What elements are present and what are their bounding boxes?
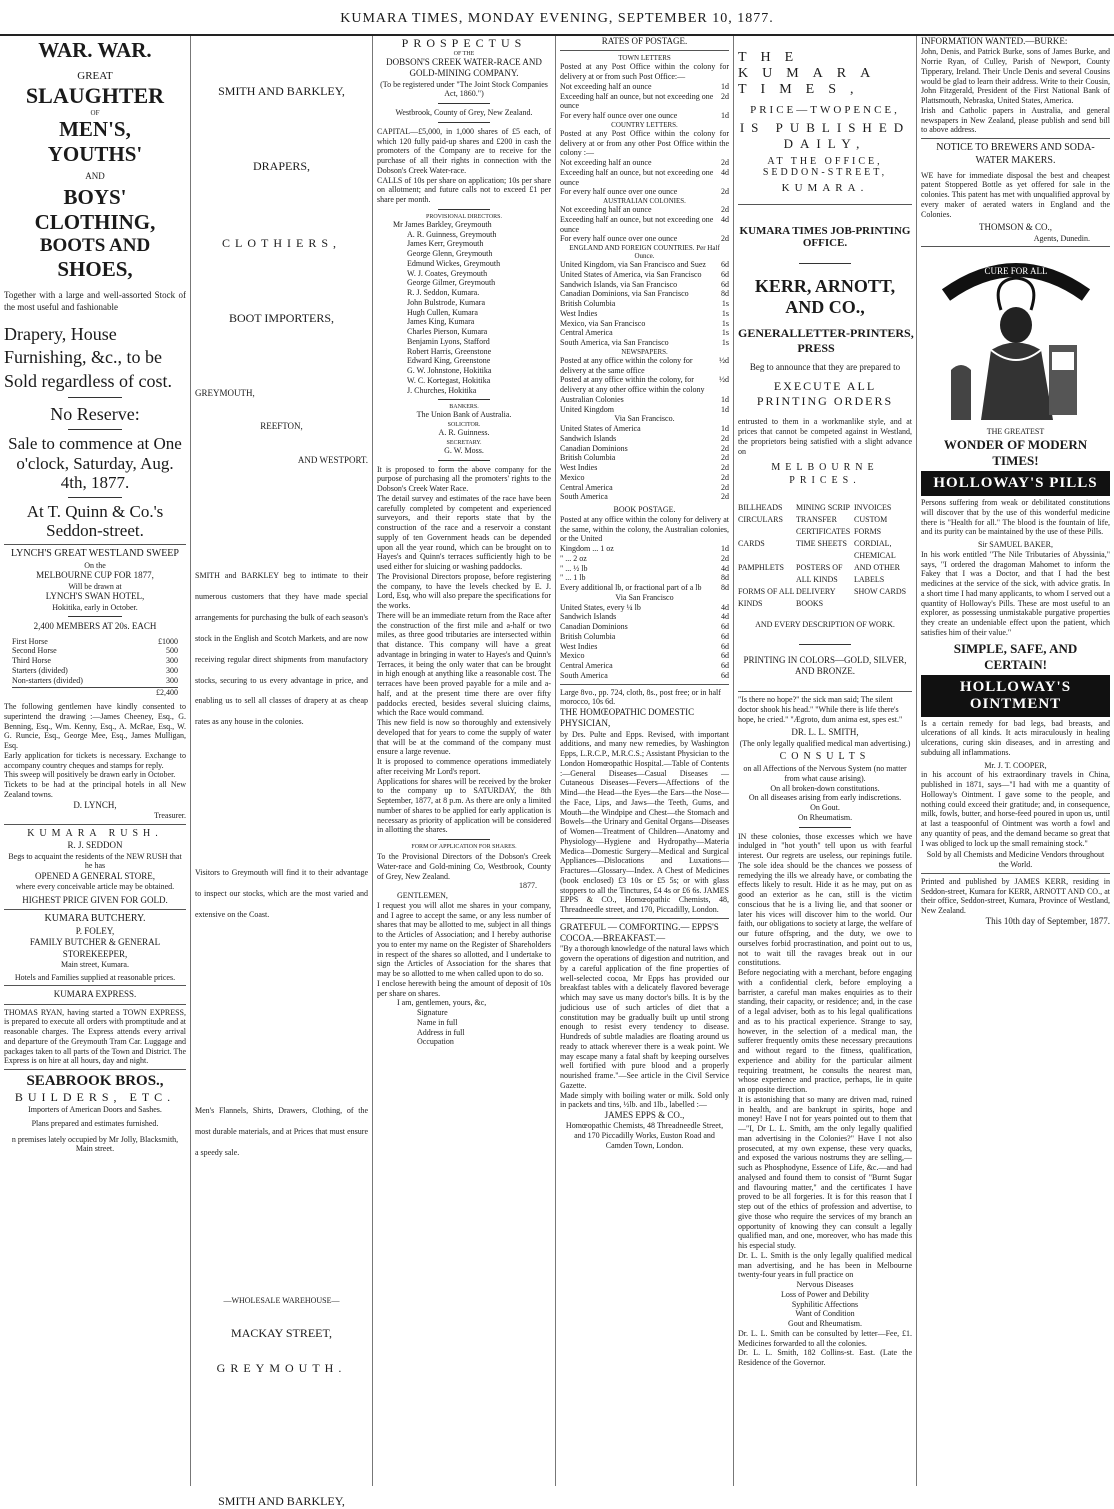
baker-name: Sir SAMUEL BAKER, xyxy=(977,540,1054,550)
members-text: 2,400 MEMBERS AT 20s. EACH xyxy=(33,621,157,632)
greymouth-text: GREYMOUTH, xyxy=(195,388,255,398)
rate-row: British Columbia 2d xyxy=(560,453,729,463)
kt-published: IS PUBLISHED DAILY, xyxy=(739,120,911,151)
divider xyxy=(68,616,123,617)
form-field: Address in full xyxy=(417,1027,465,1037)
greatest-text: THE GREATEST xyxy=(986,427,1045,437)
of-text: OF xyxy=(90,109,100,118)
australian-heading: AUSTRALIAN COLONIES. xyxy=(603,197,686,205)
boot-importers-text: BOOT IMPORTERS, xyxy=(228,311,335,325)
rate-row: Mexico, via San Francisco 1s xyxy=(560,318,729,328)
rate-row: Central America 6d xyxy=(560,661,729,670)
rate-row: Sandwich Islands 2d xyxy=(560,433,729,443)
directors-heading: PROVISIONAL DIRECTORS. xyxy=(425,213,502,220)
rate-row: Central America 2d xyxy=(560,482,729,492)
divider xyxy=(799,263,851,264)
divider xyxy=(438,399,490,400)
prospectus-body: The detail survey and estimates of the race have been carefully completed by competent and experienced surveyors, and their reports state that by the construction of the race and a reservoir a constant supply of ten Government heads can be depended upon all the year round, which can be brought on to Hayes's and Quinn's terraces sufficiently high to be used either for sluicing or washing paddocks. xyxy=(377,493,551,571)
town-body: Posted at any Post Office within the colony for delivery at or from such Post Office:— xyxy=(560,62,729,81)
and-text: AND xyxy=(85,171,105,182)
directors-list xyxy=(377,220,551,396)
lynch-on: On the xyxy=(84,560,106,570)
job-item: INVOICES xyxy=(854,502,892,512)
lynch-title: LYNCH'S GREAT WESTLAND SWEEP xyxy=(11,547,179,559)
rush-title: KUMARA RUSH. xyxy=(27,827,163,839)
divider xyxy=(4,544,186,545)
director: A. R. Guinness, Greymouth xyxy=(407,229,497,239)
rate-row: Sandwich Islands, via San Francisco 6d xyxy=(560,279,729,289)
job-heading: KUMARA TIMES JOB-PRINTING OFFICE. xyxy=(739,225,911,249)
divider xyxy=(799,827,851,828)
england-heading: ENGLAND AND FOREIGN COUNTRIES. Per Half Ounce. xyxy=(569,244,720,260)
rate-row: Sandwich Islands 4d xyxy=(560,612,729,622)
postage-title: RATES OF POSTAGE. xyxy=(601,36,688,46)
rate-row: West Indies 6d xyxy=(560,641,729,651)
info-title: INFORMATION WANTED.—BURKE: xyxy=(921,36,1068,46)
divider xyxy=(68,397,123,398)
divider xyxy=(4,824,186,825)
rate-row: South America 6d xyxy=(560,670,729,680)
divider xyxy=(68,429,123,430)
simple-heading: SIMPLE, SAFE, AND CERTAIN! xyxy=(953,640,1078,672)
info-body: John, Denis, and Patrick Burke, sons of James Burke, and Norrie Ryan, of Culley, Parish of Newport, County Tipperary, Ireland. Their Uncle Denis and several Cousins would be glad to learn their address. Write to their Cousin, John Fitzgerald, President of the First National Bank of Plattsmouth, Nebraska, United States, America. xyxy=(921,47,1110,105)
job-item: CIRCULARS xyxy=(738,514,783,524)
divider xyxy=(4,1069,186,1070)
form-sign: I am, gentlemen, yours, &c, xyxy=(397,998,487,1008)
visitors-text: Visitors to Greymouth will find it to their advantage to inspect our stocks, which are the most varied and extensive on the Coast. xyxy=(195,868,368,920)
job-item: CORDIAL, CHEMICAL xyxy=(854,538,896,560)
great-text: GREAT xyxy=(77,70,113,82)
rush-name: R. J. SEDDON xyxy=(67,840,123,851)
homeo-title: THE HOMŒOPATHIC DOMESTIC PHYSICIAN, xyxy=(560,707,695,729)
homeo-price: Large 8vo., pp. 724, cloth, 8s., post free; or in half morocco, 10s 6d. xyxy=(560,687,721,707)
prospectus-body: There will be an immediate return from the Race after the construction of the first mile and a-half or two miles, as three good tributaries are intersected within that distance. This company will have a great advantage in bringing in water to Hayes's and Quinn's Terraces, it being the only water that can be brought in high enough at anything like a reasonable cost. The terraces have been proved payable for a mile and a-half, and at the present time there are over fifty paddocks erected, besides several sluicing claims, which the Race would command. xyxy=(377,610,551,718)
together-text: Together with a large and well-assorted Stock of the most useful and fashionable xyxy=(4,290,186,312)
seabrook-trade: BUILDERS, ETC. xyxy=(14,1090,176,1105)
newspapers-heading: NEWSPAPERS. xyxy=(621,347,668,356)
warehouse-text: —WHOLESALE WAREHOUSE— xyxy=(223,1296,340,1306)
job-item: PAMPHLETS xyxy=(738,562,784,572)
cocoa-body: "By a thorough knowledge of the natural laws which govern the operations of digestion and nutrition, and by a careful application of the fine properties of well-selected cocoa, Mr Epps has provided our breakfast tables with a delicately flavored beverage which may save us many doctor's bills. It is by the judicious use of such articles of diet that a constitution may be gradually built up until strong enough to resist every tendency to disease. Hundreds of subtle maladies are floating around us ready to attack wherever there is a weak point. We may escape many a fatal shaft by keeping ourselves well fortified with pure blood and a properly nourished frame."—See article in the Civil Service Gazette. xyxy=(560,944,730,1090)
job-item: BILLHEADS xyxy=(738,502,783,512)
drapery-text: Drapery, House Furnishing, &c., to be Sold regardless of cost. xyxy=(4,323,172,391)
notice-title: NOTICE TO BREWERS AND SODA-WATER MAKERS. xyxy=(936,142,1095,166)
prospectus-body: It is proposed to form the above company for the purpose of purchasing all the promoters' rights to the Dobson's Creek Water Race. xyxy=(377,464,551,493)
cocoa-firm: JAMES EPPS & CO., xyxy=(604,1110,685,1120)
baker-body: In his work entitled "The Nile Tributaries of Abyssinia," says, "I ordered the dragoman Mahomet to inform the Fakey that I was a Doctor, and that I had the best medicines at the service of the sick, with advice gratis. In a short time I had many applicants, to whom I served out a quantity of Holloway's Pills. These are most useful to an explorer, as possessing unmistakable purgative properties they create an undeniable effect upon the patient, which satisfies him of their value." xyxy=(921,549,1110,637)
kt-price: PRICE—TWOPENCE, xyxy=(750,104,900,116)
rate-row: Canadian Dominions 6d xyxy=(560,622,729,631)
rate-row: Mexico 6d xyxy=(560,651,729,661)
director: Benjamin Lyons, Stafford xyxy=(407,336,490,346)
divider xyxy=(438,460,490,461)
printed-text: Printed and published by JAMES KERR, residing in Seddon-street, Kumara for KERR, ARNOTT AND CO., at their office, Seddon-street, Kumara, Province of Westland, New Zealand. xyxy=(921,876,1110,916)
director: G. W. Johnstone, Hokitika xyxy=(407,366,492,375)
doctor-body: Dr. L. L. Smith is the only legally qualified medical man advertising, and he has been in Melbourne twenty-four years in full practice on xyxy=(738,1250,912,1280)
column-3 xyxy=(372,36,555,1486)
youths-heading: YOUTHS' xyxy=(47,142,143,167)
seabrook-plans: Plans prepared and estimates furnished. xyxy=(31,1118,159,1128)
rate-row: Exceeding half an ounce, but not exceeding one ounce 2d xyxy=(560,91,729,111)
bankers-text: The Union Bank of Australia. xyxy=(416,410,512,420)
divider xyxy=(560,918,729,919)
cocoa-made: Made simply with boiling water or milk. Sold only in packets and tins, ½lb. and 1lb., labelled :— xyxy=(560,1090,729,1110)
no-reserve: No Reserve: xyxy=(50,403,140,424)
every-description: AND EVERY DESCRIPTION OF WORK. xyxy=(755,619,895,629)
column-5 xyxy=(733,36,916,1486)
lynch-tickets: Tickets to be had at the principal hotels in all New Zealand towns. xyxy=(4,780,186,799)
express-title: KUMARA EXPRESS. xyxy=(53,989,137,1000)
book-body: Posted at any office within the colony for delivery at the same, within the colony, the Australian colonies, or the United xyxy=(560,514,729,544)
melbourne-prices: MELBOURNE PRICES. xyxy=(771,462,879,487)
flannels-text: Men's Flannels, Shirts, Drawers, Clothing, of the most durable materials, and at Prices that must ensure a speedy sale. xyxy=(195,1106,368,1158)
rush-where: where every conceivable article may be obtained. xyxy=(15,882,175,892)
prize-row: Starters (divided) 300 xyxy=(12,665,178,675)
rate-row: For every half ounce over one ounce 2d xyxy=(560,187,729,197)
firm-name-bottom: SMITH AND BARKLEY, xyxy=(218,1493,345,1508)
prize-row: Second Horse 500 xyxy=(12,646,178,656)
cooper-name: Mr. J. T. COOPER, xyxy=(984,760,1047,770)
job-item: CARDS xyxy=(738,538,765,548)
rate-row: West Indies 1s xyxy=(560,308,729,318)
cocoa-title: GRATEFUL — COMFORTING.— EPPS'S COCOA.—BREAKFAST.— xyxy=(560,921,719,943)
rate-row: United States, every ¼ lb 4d xyxy=(560,602,729,612)
letterpress-row xyxy=(738,326,912,356)
kt-kumara: KUMARA. xyxy=(781,182,869,194)
director: Hugh Cullen, Kumara xyxy=(407,307,478,317)
divider xyxy=(921,138,1110,139)
lynch-cup: MELBOURNE CUP FOR 1877, xyxy=(36,570,154,581)
divider xyxy=(738,691,912,692)
lynch-positive: This sweep will positively be drawn early in October. xyxy=(4,770,176,780)
director: James Kerr, Greymouth xyxy=(407,239,484,249)
rate-row: Not exceeding half an ounce 2d xyxy=(560,158,729,167)
masthead-title: KUMARA TIMES, MONDAY EVENING, SEPTEMBER 10, 1877. xyxy=(340,11,774,26)
divider xyxy=(438,209,490,210)
rate-row: Not exceeding half an ounce 2d xyxy=(560,205,729,214)
gout-rheum-text: Gout and Rheumatism. xyxy=(788,1319,862,1329)
rush-open: OPENED A GENERAL STORE, xyxy=(34,871,155,882)
rate-row: Posted at any office within the colony for delivery at the same office ½d xyxy=(560,355,729,375)
divider xyxy=(921,246,1110,247)
rate-row: Not exceeding half an ounce 1d xyxy=(560,81,729,91)
director: Charles Pierson, Kumara xyxy=(407,327,488,336)
job-item: DELIVERY BOOKS xyxy=(796,586,836,608)
broken-text: On all broken-down constitutions. xyxy=(770,783,880,793)
solicitor-text: A. R. Guinness. xyxy=(438,428,490,437)
cure-for-all-label: CURE FOR ALL xyxy=(983,266,1048,277)
form-to: To the Provisional Directors of the Dobson's Creek Water-race and Gold-mining Co, Westbrook, County of Grey, New Zealand. xyxy=(377,852,551,881)
prospectus-body: The Provisional Directors propose, before registering the company, to have the levels checked by E. J. Lord, Esq, who will also prepare the specifications for the works. xyxy=(377,571,551,610)
prize-row: Non-starters (divided) 300 xyxy=(12,675,178,685)
butchery-trade: FAMILY BUTCHER & GENERAL STOREKEEPER, xyxy=(29,937,161,959)
prize-row: Third Horse 300 xyxy=(12,656,178,665)
job-item: AND OTHER LABELS xyxy=(854,562,900,584)
greymouth-big: GREYMOUTH. xyxy=(216,1360,347,1375)
syphilitic-text: Syphilitic Affections xyxy=(791,1299,859,1309)
boots-heading: BOOTS AND xyxy=(39,235,151,257)
pills-body: Persons suffering from weak or debilitated constitutions will discover that by the use of this wonderful medicine there is "Health for all." The blood is the fountain of life, and its purity can be maintained by the use of these Pills. xyxy=(921,498,1110,537)
westport-text: AND WESTPORT. xyxy=(297,454,368,465)
director: Robert Harris, Greenstone xyxy=(407,346,492,356)
lynch-sign: D. LYNCH, xyxy=(73,799,117,810)
rate-row: United States of America 1d xyxy=(560,424,729,433)
homeo-body: by Drs. Pulte and Epps. Revised, with important additions, and many new remedies, by Washington Epps, L.R.C.P., M.R.C.S.; Assistant Physician to the London Homœopathic Hospital.—Table of Contents :—General Diseases—Casual Diseases — Cutaneous Diseases—Fevers—Affections of the Mind—the Head—the Eyes—the Ears—the Nose—the Face, Lips, and Jaws—the Teeth, Gums, and Mouth—the Windpipe and Chest—the Stomach and Bowels—the Urinary and Genital Organs—Diseases of Women—Treatment of Children—Anatomy and Physiology—Hygiene and Hydropathy—Materia Medica—Domestic Surgery—Medical and Surgical Appliances—Dislocations and Luxations—Fractures—Glossary—Index. A Chest of Medicines (book enclosed) £3 10s or £5 5s; or with glass stoppers to all the Tinctures, £4 4s or £6 6s. JAMES EPPS & CO., Homœopathic Chemists, 48, Threadneedle street, and 170, Piccadilly, London. xyxy=(560,729,729,914)
gout-text: On Gout. xyxy=(810,803,840,813)
info-irish: Irish and Catholic papers in Australia, and general newspapers in New Zealand, please publish and send bill to above address. xyxy=(921,105,1110,135)
loss-text: Loss of Power and Debility xyxy=(781,1289,869,1299)
rate-row: Every additional lb, or fractional part of a lb 8d xyxy=(560,583,729,592)
beg-text: Beg to announce that they are prepared to xyxy=(749,362,901,372)
book-sf-heading: Via San Francisco xyxy=(615,592,674,602)
lynch-drawn: Will be drawn at xyxy=(68,581,122,591)
form-gentlemen: GENTLEMEN, xyxy=(397,891,448,900)
holloway-pills-banner: HOLLOWAY'S PILLS xyxy=(921,471,1110,496)
divider xyxy=(738,204,912,205)
divider xyxy=(4,1004,186,1005)
job-list xyxy=(738,502,912,610)
quinn-text: At T. Quinn & Co.'s Seddon-street. xyxy=(26,501,164,541)
letter-text: Dr. L. L. Smith can be consulted by letter—Fee, £1. Medicines forwarded to all the colonies. xyxy=(738,1328,912,1348)
prospectus-body: It is proposed to commence operations immediately after receiving Mr Lord's report. xyxy=(377,757,551,776)
divider xyxy=(799,644,851,645)
job-item: MINING SCRIP xyxy=(796,502,851,512)
masthead xyxy=(0,0,1114,36)
rate-row: Kingdom ... 1 oz 1d xyxy=(560,544,729,553)
rate-row: " ... 2 oz 2d xyxy=(560,553,729,563)
rate-row: Mexico 2d xyxy=(560,472,729,482)
prize-total: £2,400 xyxy=(12,687,178,698)
drapers-text: DRAPERS, xyxy=(252,159,311,173)
rate-row: West Indies 2d xyxy=(560,463,729,472)
clothing-heading: CLOTHING, xyxy=(34,210,156,235)
rate-row: " ... 1 lb 8d xyxy=(560,573,729,583)
notice-body: WE have for immediate disposal the best and cheapest patent Stoppered Bottle as yet offered for sale in the colonies. This patent has met with unqualified approval by every maker of aerated waters in England and the Colonies. xyxy=(921,170,1110,219)
director: George Gilmer, Greymouth xyxy=(407,278,496,288)
rate-row: South America 2d xyxy=(560,492,729,502)
sale-text: Sale to commence at One o'clock, Saturday, Aug. 4th, 1877. xyxy=(8,433,182,493)
form-enclose: I enclose herewith being the amount of deposit of 10s per share on shares. xyxy=(377,978,551,998)
colors-text: PRINTING IN COLORS—GOLD, SILVER, AND BRONZE. xyxy=(743,654,907,676)
town-heading: TOWN LETTERS xyxy=(618,54,671,63)
cocoa-address: Homœopathic Chemists, 48 Threadneedle Street, and 170 Piccadilly Works, Euston Road and Camden Town, London. xyxy=(565,1121,724,1150)
prospectus-title: PROSPECTUS xyxy=(401,36,527,50)
director: W. C. Kortegast, Hokitika xyxy=(407,375,491,385)
consults-text: CONSULTS xyxy=(779,751,871,763)
lynch-hotel: LYNCH'S SWAN HOTEL, xyxy=(45,591,145,602)
rate-row: Central America 1s xyxy=(560,328,729,338)
company-name: DOBSON'S CREEK WATER-RACE AND GOLD-MINING COMPANY. xyxy=(386,57,542,79)
bankers-heading: BANKERS. xyxy=(449,404,479,411)
director: Mr James Barkley, Greymouth xyxy=(393,219,492,229)
seabrook-premises: n premises lately occupied by Mr Jolly, Blacksmith, Main street. xyxy=(11,1134,179,1154)
kt-at: AT THE OFFICE, SEDDON-STREET, xyxy=(762,156,888,178)
form-fields xyxy=(377,1008,551,1047)
country-heading: COUNTRY LETTERS. xyxy=(611,120,678,129)
form-field: Name in full xyxy=(417,1017,458,1027)
divider xyxy=(560,684,729,685)
reefton-text: REEFTON, xyxy=(260,421,303,432)
secretary-text: G. W. Moss. xyxy=(444,445,484,455)
firm-name: SMITH AND BARKLEY, xyxy=(218,84,345,98)
hope-quote: "Is there no hope?" the sick man said; The silent doctor shook his head." "While there is life there's hope, he cried." "Ægroto, dum anima est, spes est." xyxy=(738,695,903,724)
holloway-illustration xyxy=(931,250,1101,425)
thomson-text: THOMSON & CO., xyxy=(978,222,1052,233)
director: John Bulstrode, Kumara xyxy=(407,297,485,307)
mackay-text: MACKAY STREET, xyxy=(231,1325,332,1340)
general-text: GENERAL xyxy=(738,326,798,340)
form-field: Occupation xyxy=(417,1037,454,1047)
entrusted-text: entrusted to them in a workmanlike style, and at prices that cannot be competed against in Westland, the proprietors being satisfied with a slight advance on xyxy=(738,417,912,456)
doctor-only: (The only legally qualified medical man advertising.) xyxy=(739,738,911,748)
rate-row: British Columbia 6d xyxy=(560,631,729,641)
column-4 xyxy=(555,36,733,1486)
divider xyxy=(4,985,186,986)
kt-title: THE KUMARA TIMES, xyxy=(738,50,884,97)
rate-row: Australian Colonies 1d xyxy=(560,394,729,404)
seabrook-title: SEABROOK BROS., xyxy=(26,1073,164,1090)
cooper-body: in his account of his extraordinary travels in China, published in 1871, says—"I had with me a quantity of Holloway's Ointment. I gave some to the people, and nothing could exceed their gratitude; and, in consequence, milk, fowls, butter, and horse-feed poured in upon us, until at last a teaspoonful of Ointment was worth a fowl and any quantity of peas, and the demand became so great that I was obliged to lock up the small remaining stock." xyxy=(921,770,1110,848)
butchery-name: P. FOLEY, xyxy=(75,926,115,937)
butchery-body: Hotels and Families supplied at reasonable prices. xyxy=(14,972,176,982)
of-the: OF THE xyxy=(453,51,475,57)
rate-row: " ... ½ lb 4d xyxy=(560,563,729,573)
wonder-heading: WONDER OF MODERN TIMES! xyxy=(943,437,1088,469)
prospectus-body: Applications for shares will be received by the broker to the company up to SATURDAY, the 8th September, 1877, at 8 p.m. As there are only a limited number of shares to be applied for early application is necessary as priority of application will be considered in allotting the shares. xyxy=(377,776,551,835)
rate-row: For every half ounce over one ounce 2d xyxy=(560,234,729,244)
rate-row: British Columbia 1s xyxy=(560,299,729,308)
solicitor-heading: SOLICITOR. xyxy=(447,422,481,428)
war-heading: WAR. WAR. xyxy=(38,38,152,62)
execute-text: EXECUTE ALL PRINTING ORDERS xyxy=(756,379,894,409)
capital-text: CAPITAL—£5,000, in 1,000 shares of £5 each, of which 120 fully paid-up shares and £200 in cash the promoters of the Company are to receive for the purchase of all their rights in connection with the Dobson's Creek Water-race. xyxy=(377,126,551,175)
form-heading: FORM OF APPLICATION FOR SHARES. xyxy=(411,844,517,850)
nervous-text: Nervous Diseases xyxy=(796,1280,854,1290)
rate-row: Posted at any office within the colony, for delivery at any other office within the colony ½d xyxy=(560,375,729,394)
rate-row: United Kingdom, via San Francisco and Suez 6d xyxy=(560,260,729,269)
director: R. J. Seddon, Kumara. xyxy=(407,288,480,297)
job-item: TIME SHEETS xyxy=(796,538,847,548)
divider xyxy=(560,50,729,51)
rate-row: United States of America, via San Francisco 6d xyxy=(560,269,729,279)
letterpress-text: LETTER-PRESS xyxy=(797,326,851,355)
country-body: Posted at any Post Office within the colony for delivery at or from any other Post Office within the colony :— xyxy=(560,128,729,158)
clothiers-text: CLOTHIERS, xyxy=(222,236,341,250)
kerr-heading: KERR, ARNOTT, AND CO., xyxy=(754,276,896,317)
place-text: Westbrook, County of Grey, New Zealand. xyxy=(395,108,533,117)
director: George Glenn, Greymouth xyxy=(407,249,493,258)
doctor-body: It is astonishing that so many are driven mad, ruined in health, and are bankrupt in spirits, hope and money! Have I not for years pointed out to them that—"I, Dr L. L. Smith, am the only legally qualified man advertising in the Colonies?" Have I not also prosecuted, at my own expense, these very quacks, and exposed the various nostrums they are selling,—such as Phosphodyne, Essence of Life, &c.—and had analysed and found them to consist of "Burnt Sugar and flavouring matter," and the certificates I have proved to be all forgeries. It is for this reason that I step out of the ethics of profession and advertise, to give those who require the services of my branch an opportunity of knowing they can consult a legally qualified man, and one, moreover, who has made this his especial study. xyxy=(738,1094,912,1251)
rush-price: HIGHEST PRICE GIVEN FOR GOLD. xyxy=(22,895,168,906)
director: W. J. Coates, Greymouth xyxy=(407,268,488,278)
express-body: THOMAS RYAN, having started a TOWN EXPRESS, is prepared to execute all orders with promptitude and at reasonable charges. The Express attends every arrival and departure of the Greymouth Tram Car. Luggage and packages taken to all parts of the Town and District. The Express is on hire at all hours, day and night. xyxy=(4,1007,186,1066)
sold-text: Sold by all Chemists and Medicine Vendors throughout the World. xyxy=(926,850,1105,870)
holloway-ointment-banner: HOLLOWAY'S OINTMENT xyxy=(921,675,1110,717)
rate-row: For every half ounce over one ounce 1d xyxy=(560,111,729,120)
lynch-role: Treasurer. xyxy=(154,810,186,820)
director: J. Churches, Hokitika xyxy=(407,385,477,395)
slaughter-heading: SLAUGHTER xyxy=(25,83,165,109)
form-field: Signature xyxy=(417,1008,448,1017)
butchery-addr: Main street, Kumara. xyxy=(61,959,129,969)
lynch-body: The following gentlemen have kindly consented to superintend the drawing :—James Cheeney, Esq., G. Benning, Esq., Wm. Kenny, Esq., A. McRae, Esq., W. G. Runcie, Esq., George Mee, Esq., James Mulligan, Esq. xyxy=(4,702,186,750)
form-body: I request you will allot me shares in your company, and I agree to accept the same, or any less number of shares that may be allotted to me, subject in all things to the Articles of Association; and I hereby authorise you to enter my name on the Register of Shareholders in respect of the shares so allotted, and I undertake to sign the Articles of Association for the shares that may be so allotted to me when called upon to do so. xyxy=(377,900,551,978)
director: James King, Kumara xyxy=(407,317,475,327)
ointment-body: Is a certain remedy for bad legs, bad breasts, and ulcerations of all kinds. It acts miraculously in healing ulcerations, curing skin diseases, and in arresting and subduing all inflammations. xyxy=(921,718,1110,757)
rate-row: South America, via San Francisco 1s xyxy=(560,338,729,347)
lynch-when: Hokitika, early in October. xyxy=(52,602,138,612)
via-sf: Via San Francisco. xyxy=(614,414,675,424)
rate-row: Canadian Dominions, via San Francisco 8d xyxy=(560,289,729,299)
job-item: SHOW CARDS xyxy=(854,586,907,596)
divider xyxy=(438,103,490,104)
prize-row: First Horse £1000 xyxy=(12,636,178,646)
address-text: Dr. L. L. Smith, 182 Collins-st. East. (Late the Residence of the Governor. xyxy=(738,1348,912,1368)
goddess-figure-icon xyxy=(931,250,1101,425)
seabrook-import: Importers of American Doors and Sashes. xyxy=(28,1105,162,1115)
divider xyxy=(438,839,490,840)
rate-row: Exceeding half an ounce, but not exceeding one ounce 4d xyxy=(560,214,729,234)
intimate-text: SMITH and BARKLEY beg to intimate to their numerous customers that they have made special arrangements for purchasing the bulk of each season's stock in the English and Scotch Markets, and are now receiving regular direct shipments from manufactory stocks, securing to us every advantage in price, and enabling us to sell all classes of drapery at as cheap rates as any house in the colonies. xyxy=(195,570,368,727)
divider xyxy=(4,909,186,910)
job-item: POSTERS OF ALL KINDS xyxy=(796,562,843,584)
prospectus-body: This new field is now so thoroughly and extensively developed that for years to come the supply of water that will be at the command of the company must ensure a large revenue. xyxy=(377,718,551,757)
butchery-title: KUMARA BUTCHERY. xyxy=(44,913,146,925)
rheumatism-text: On Rheumatism. xyxy=(797,812,853,822)
rush-body: Begs to acquaint the residents of the NEW RUSH that he has xyxy=(8,851,182,871)
affections-text: on all Affections of the Nervous System (no matter from what cause arising). xyxy=(743,764,907,783)
want-text: Want of Condition xyxy=(795,1309,855,1319)
secretary-heading: SECRETARY. xyxy=(446,439,482,446)
job-item: CUSTOM FORMS xyxy=(854,514,888,536)
divider xyxy=(921,873,1110,874)
shoes-heading: SHOES, xyxy=(57,257,133,282)
doctor-body: IN these colonies, those excesses which we have indulged in "hot youth" tell upon us with fearful interest. Our regrets are useless, our repinings futile. The sole idea should be the chances we possess of remedying the ills we already have, or combating the effects likely to result. Hide it as he may, put on as good an exterior as he can, still is the victim conscious that he is a living lie, and that sooner or later his vices will discover him to the world. Our faith, our obligations to society at large, the welfare of our future offspring, and the duty, we owe to ourselves forbid procrastination, and point out to us, not to wait till the ravages break out in our constitutions. xyxy=(738,831,912,968)
job-item: TRANSFER CERTIFICATES xyxy=(796,514,851,536)
director: Edward King, Greenstone xyxy=(407,356,491,366)
mens-heading: MEN'S, xyxy=(59,117,131,142)
column-1 xyxy=(0,36,190,1486)
agents-text: Agents, Dunedin. xyxy=(1033,233,1090,243)
date-text: This 10th day of September, 1877. xyxy=(985,915,1110,926)
divider xyxy=(68,497,123,498)
doctor-body: Before negociating with a merchant, before engaging with a confidential clerk, before employing a barrister, a careful man makes enquiries as to their standing, their capacity, or residence; and, in the case of a legal adviser, both as to his legal qualifications and as to his practical experience. Strange to say, however, in the selection of a medical man, the sufferer frequently omits these necessary precautions and without regard to the fitness, qualification, experience and ability for the particular ailment requiring treatment, he consults the nearest man, whose experience and practice, perhaps, lie in quite an opposite direction. xyxy=(738,968,912,1095)
doctor-name: DR. L. L. SMITH, xyxy=(791,727,859,738)
job-item: FORMS OF ALL KINDS xyxy=(738,586,795,608)
prize-list xyxy=(4,637,186,699)
diseases-text: On all diseases arising from early indiscretions. xyxy=(748,793,902,803)
column-2 xyxy=(190,36,372,1508)
form-year: 1877. xyxy=(519,881,537,891)
rate-row: United Kingdom 1d xyxy=(560,404,729,414)
rate-row: Exceeding half an ounce, but not exceeding one ounce 4d xyxy=(560,167,729,187)
book-heading: BOOK POSTAGE. xyxy=(613,505,676,514)
printers-text: PRINTERS, xyxy=(850,326,914,340)
divider xyxy=(438,122,490,123)
rate-row: Canadian Dominions 2d xyxy=(560,443,729,453)
column-6 xyxy=(916,36,1114,1486)
boys-heading: BOYS' xyxy=(63,185,127,210)
calls-text: CALLS of 10s per share on application; 10s per share on allotment; and future calls not to exceed £1 per share per month. xyxy=(377,175,551,204)
director: Edmund Wickes, Greymouth xyxy=(407,258,501,268)
registered-text: (To be registered under "The Joint Stock Companies Act, 1860.") xyxy=(380,79,548,99)
lynch-app: Early application for tickets is necessary. Exchange to accompany country cheques and stamps for reply. xyxy=(4,750,186,770)
